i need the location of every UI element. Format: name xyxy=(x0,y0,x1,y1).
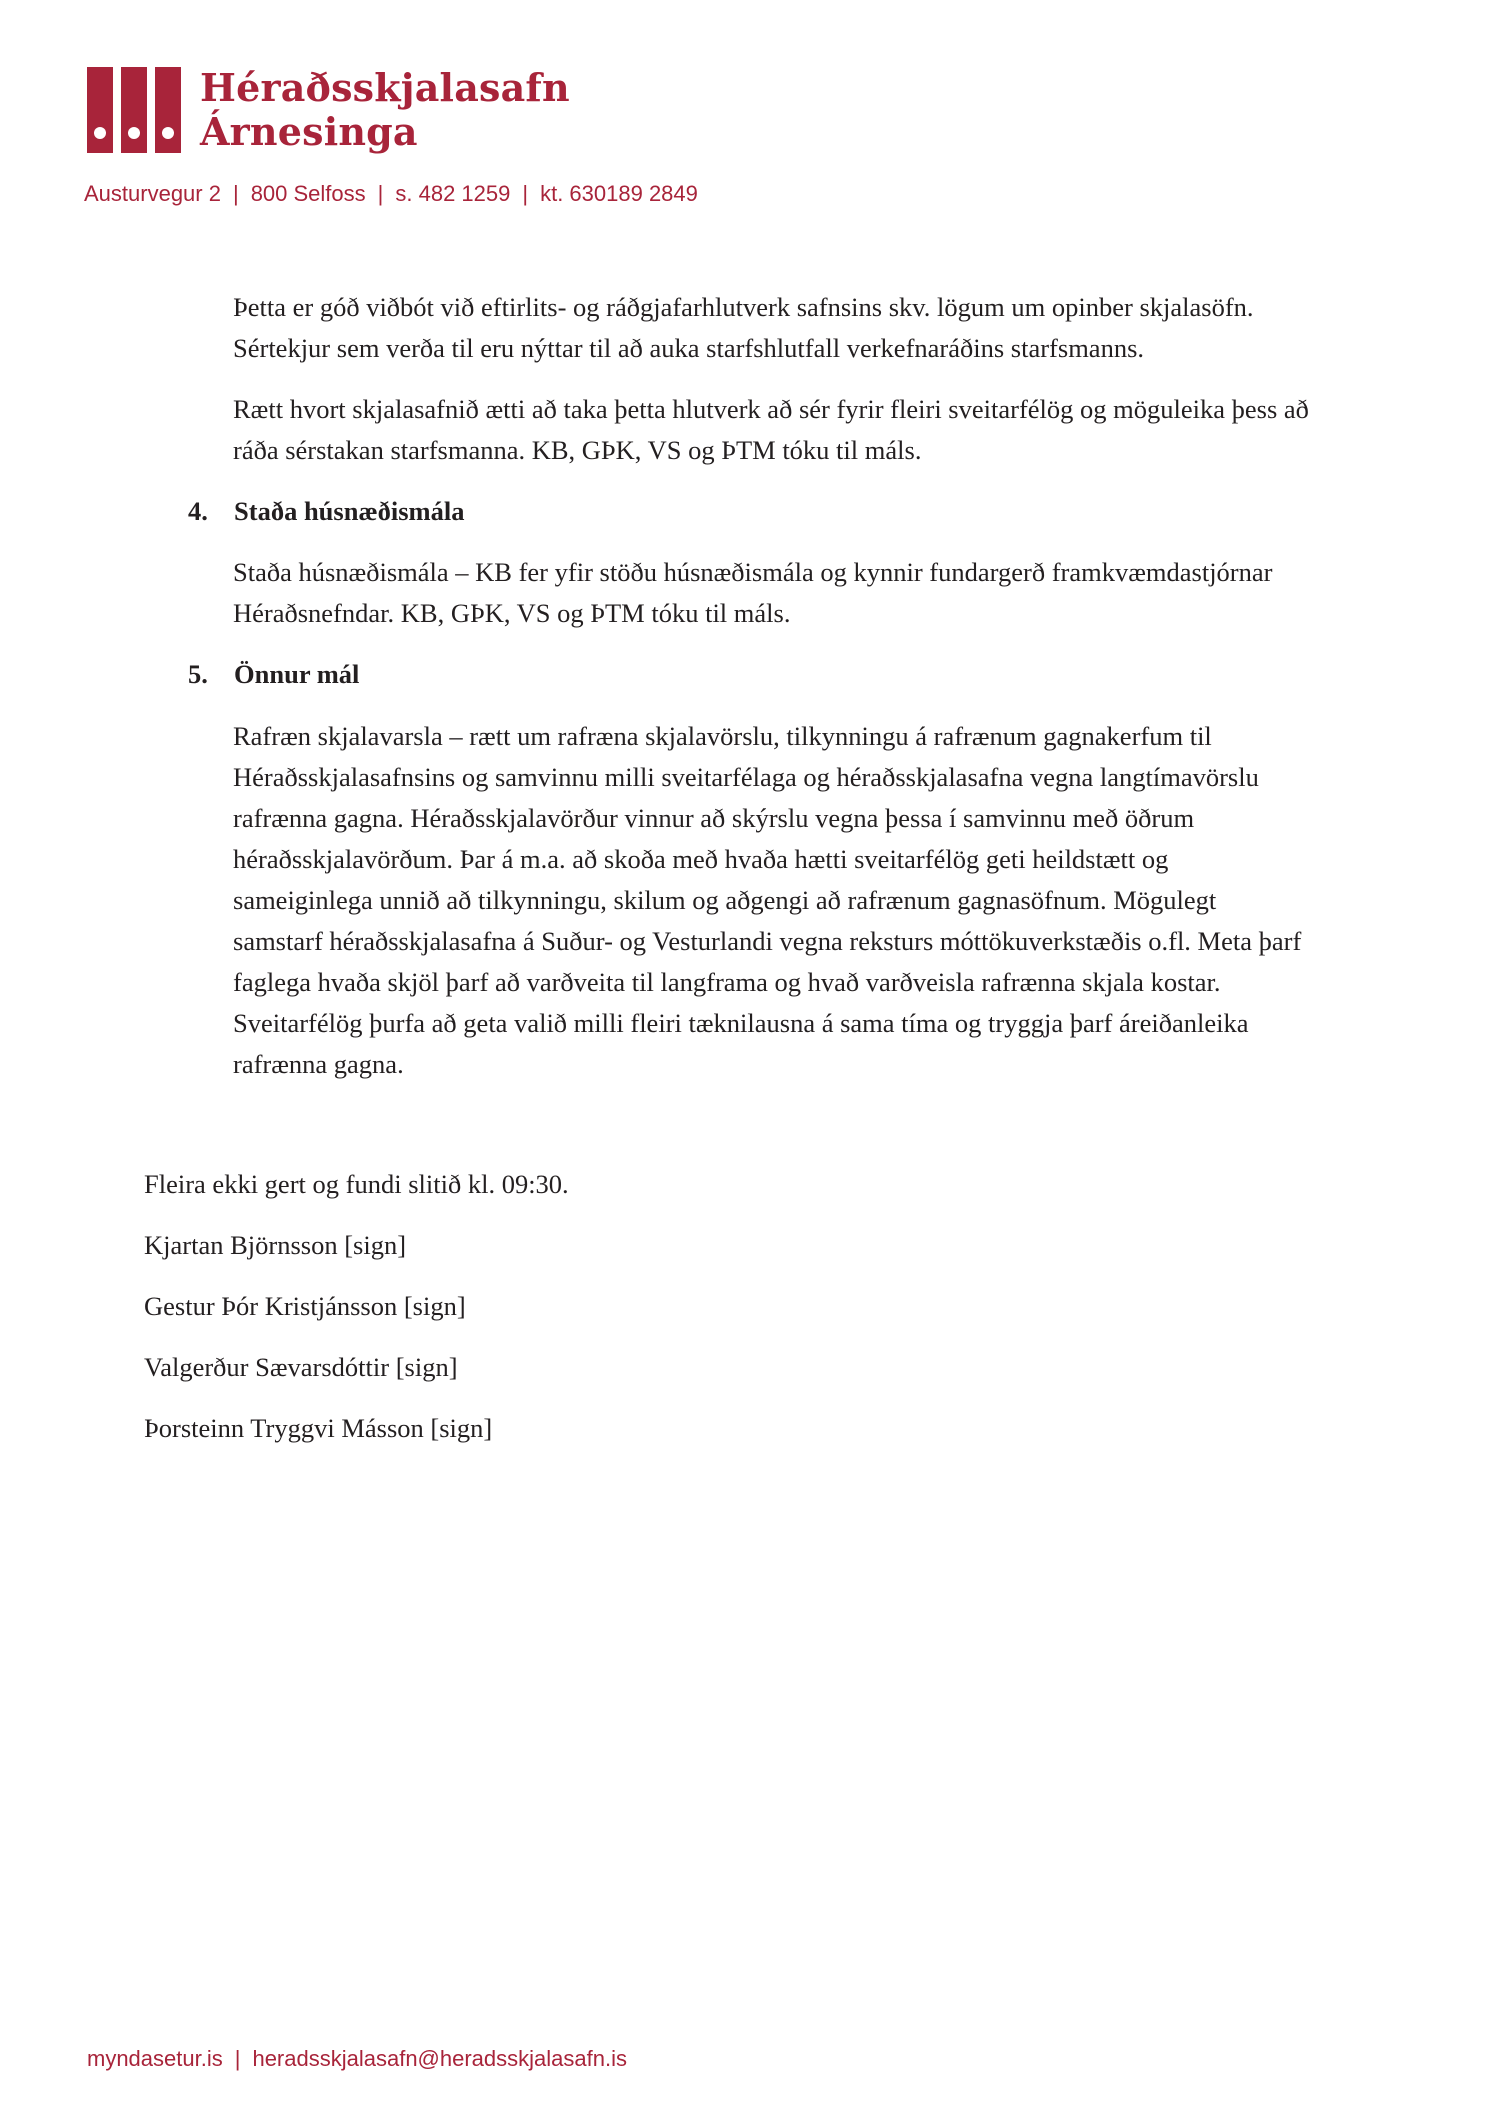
separator: | xyxy=(522,181,529,206)
signature: Gestur Þór Kristjánsson [sign] xyxy=(144,1291,466,1321)
section-title: Önnur mál xyxy=(234,659,360,689)
text-line: rafrænna gagna. Héraðsskjalavörður vinnur að skýrslu vegna þessa í samvinnu með öðrum xyxy=(233,803,1195,833)
text-line: rafrænna gagna. xyxy=(233,1049,404,1079)
text-line: Héraðsnefndar. KB, GÞK, VS og ÞTM tóku til máls. xyxy=(233,598,791,628)
text-line: Sveitarfélög þurfa að geta valið milli fleiri tæknilausna á sama tíma og tryggja þarf áreiðanleika xyxy=(233,1008,1249,1038)
organization-name xyxy=(200,66,570,154)
footer-website: myndasetur.is xyxy=(87,2046,223,2071)
header-contact-line xyxy=(84,181,698,207)
separator: | xyxy=(232,181,239,206)
signature: Þorsteinn Tryggvi Másson [sign] xyxy=(144,1413,493,1443)
org-name-line2: Árnesinga xyxy=(200,109,418,154)
text-line: ráða sérstakan starfsmanna. KB, GÞK, VS og ÞTM tóku til máls. xyxy=(233,435,922,465)
separator: | xyxy=(377,181,384,206)
text-line: Staða húsnæðismála – KB fer yfir stöðu húsnæðismála og kynnir fundargerð framkvæmdastjórnar xyxy=(233,557,1273,587)
section-5-heading xyxy=(188,654,359,695)
section-number: 5. xyxy=(188,659,208,689)
kennitala: kt. 630189 2849 xyxy=(540,181,698,206)
section-4-body xyxy=(233,552,1363,634)
postal-code: 800 Selfoss xyxy=(250,181,366,206)
separator: | xyxy=(234,2046,241,2071)
paragraph-1 xyxy=(233,287,1363,369)
archive-logo-icon xyxy=(87,67,181,153)
address: Austurvegur 2 xyxy=(84,181,221,206)
text-line: Héraðsskjalasafnsins og samvinnu milli sveitarfélaga og héraðsskjalasafna vegna langtímavörslu xyxy=(233,762,1259,792)
phone-number: s. 482 1259 xyxy=(395,181,511,206)
text-line: sameiginlega unnið að tilkynningu, skilum og aðgengi að rafrænum gagnasöfnum. Mögulegt xyxy=(233,885,1217,915)
closing-statement: Fleira ekki gert og fundi slitið kl. 09:30. xyxy=(144,1169,569,1199)
footer xyxy=(87,2046,627,2072)
text-line: faglega hvaða skjöl þarf að varðveita til langframa og hvað varðveisla rafrænna skjala kostar. xyxy=(233,967,1221,997)
signature: Kjartan Björnsson [sign] xyxy=(144,1230,407,1260)
section-number: 4. xyxy=(188,496,208,526)
signature: Valgerður Sævarsdóttir [sign] xyxy=(144,1352,458,1382)
text-line: Sértekjur sem verða til eru nýttar til að auka starfshlutfall verkefnaráðins starfsmanns. xyxy=(233,333,1145,363)
text-line: Rætt hvort skjalasafnið ætti að taka þetta hlutverk að sér fyrir fleiri sveitarfélög og möguleika þess að xyxy=(233,394,1309,424)
section-4-heading xyxy=(188,491,464,532)
org-name-line1: Héraðsskjalasafn xyxy=(200,65,570,110)
text-line: Rafræn skjalavarsla – rætt um rafræna skjalavörslu, tilkynningu á rafrænum gagnakerfum til xyxy=(233,721,1212,751)
section-title: Staða húsnæðismála xyxy=(234,496,465,526)
text-line: héraðsskjalavörðum. Þar á m.a. að skoða með hvaða hætti sveitarfélög geti heildstætt og xyxy=(233,844,1169,874)
text-line: Þetta er góð viðbót við eftirlits- og ráðgjafarhlutverk safnsins skv. lögum um opinber skjalasöfn. xyxy=(233,292,1254,322)
section-5-body xyxy=(233,716,1363,1085)
footer-email: heradsskjalasafn@heradsskjalasafn.is xyxy=(252,2046,627,2071)
paragraph-2 xyxy=(233,389,1363,471)
text-line: samstarf héraðsskjalasafna á Suður- og Vesturlandi vegna reksturs móttökuverkstæðis o.fl. Meta þarf xyxy=(233,926,1302,956)
